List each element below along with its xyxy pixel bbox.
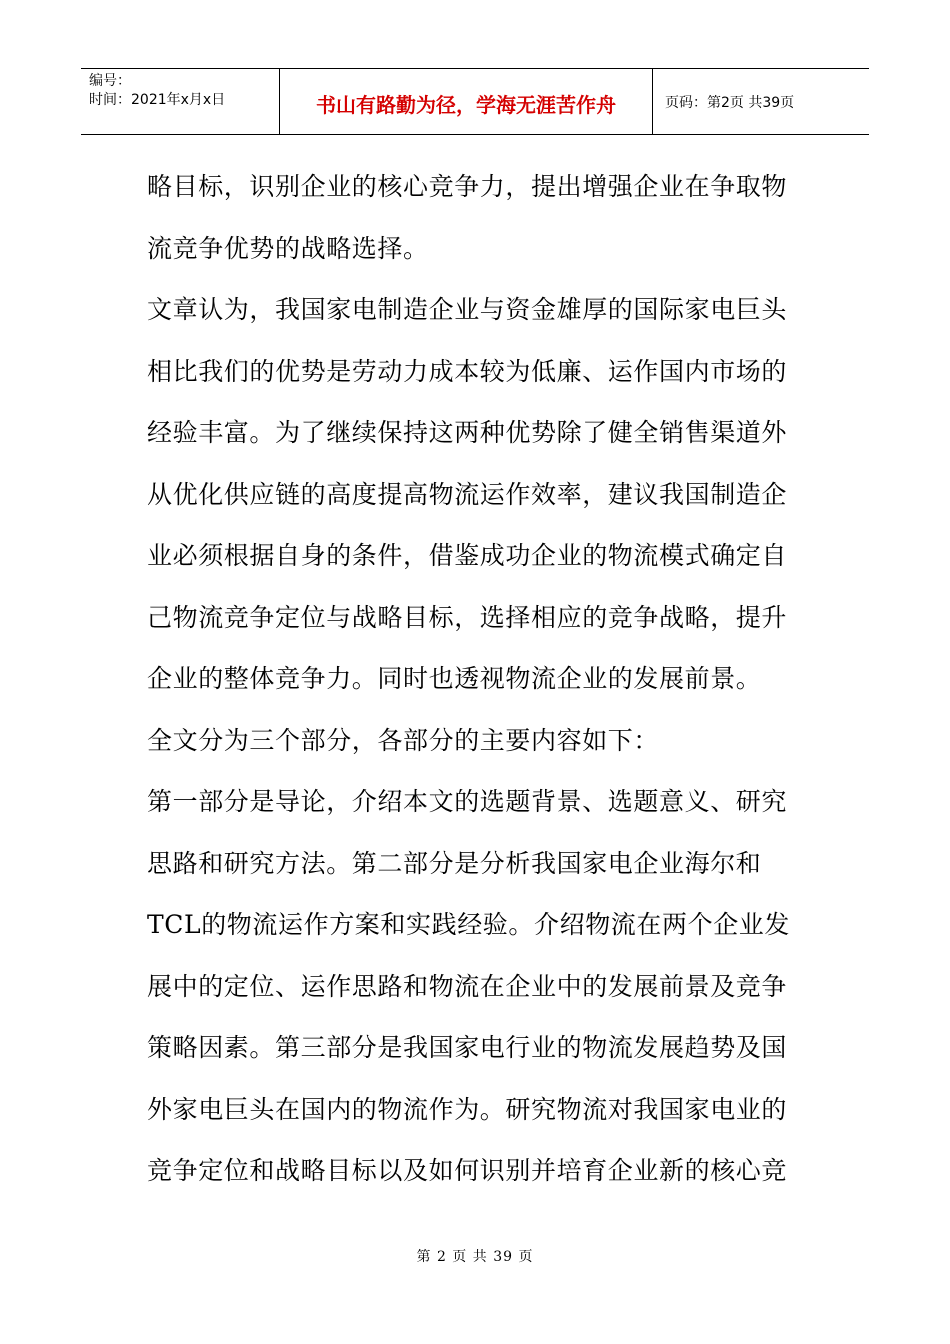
header-page-info: 页码：第2页 共39页 (665, 94, 795, 111)
header-meta (81, 69, 280, 134)
body-line: 外家电巨头在国内的物流作为。研究物流对我国家电业的 (147, 1094, 788, 1124)
body-line: 从优化供应链的高度提高物流运作效率，建议我国制造企 (147, 479, 788, 509)
body-line: 全文分为三个部分，各部分的主要内容如下： (147, 725, 660, 755)
body-line: 己物流竞争定位与战略目标，选择相应的竞争战略，提升 (147, 602, 788, 632)
body-line: 流竞争优势的战略选择。 (147, 233, 429, 263)
header-motto: 书山有路勤为径，学海无涯苦作舟 (280, 69, 653, 134)
header-time-label: 时间：2021年x月x日 (89, 92, 226, 108)
body-line: 策略因素。第三部分是我国家电行业的物流发展趋势及国 (147, 1033, 788, 1062)
body-line: 第一部分是导论，介绍本文的选题背景、选题意义、研究 (147, 787, 788, 816)
body-line: 文章认为，我国家电制造企业与资金雄厚的国际家电巨头 (147, 295, 788, 324)
body-line: TCL的物流运作方案和实践经验。介绍物流在两个企业发 (147, 910, 791, 939)
page-header (81, 68, 869, 135)
header-number-label: 编号： (89, 73, 131, 89)
body-line: 思路和研究方法。第二部分是分析我国家电企业海尔和 (147, 848, 762, 878)
body-line: 经验丰富。为了继续保持这两种优势除了健全销售渠道外 (147, 418, 788, 447)
body-line: 展中的定位、运作思路和物流在企业中的发展前景及竞争 (147, 971, 788, 1001)
body-line: 竞争定位和战略目标以及如何识别并培育企业新的核心竞 (147, 1156, 788, 1185)
body-line: 企业的整体竞争力。同时也透视物流企业的发展前景。 (147, 664, 762, 693)
page-footer: 第 2 页 共 39 页 (416, 1249, 534, 1265)
body-line: 相比我们的优势是劳动力成本较为低廉、运作国内市场的 (147, 356, 788, 386)
document-body (147, 156, 807, 1202)
body-line: 略目标，识别企业的核心竞争力，提出增强企业在争取物 (147, 172, 788, 201)
body-line: 业必须根据自身的条件，借鉴成功企业的物流模式确定自 (147, 541, 788, 570)
